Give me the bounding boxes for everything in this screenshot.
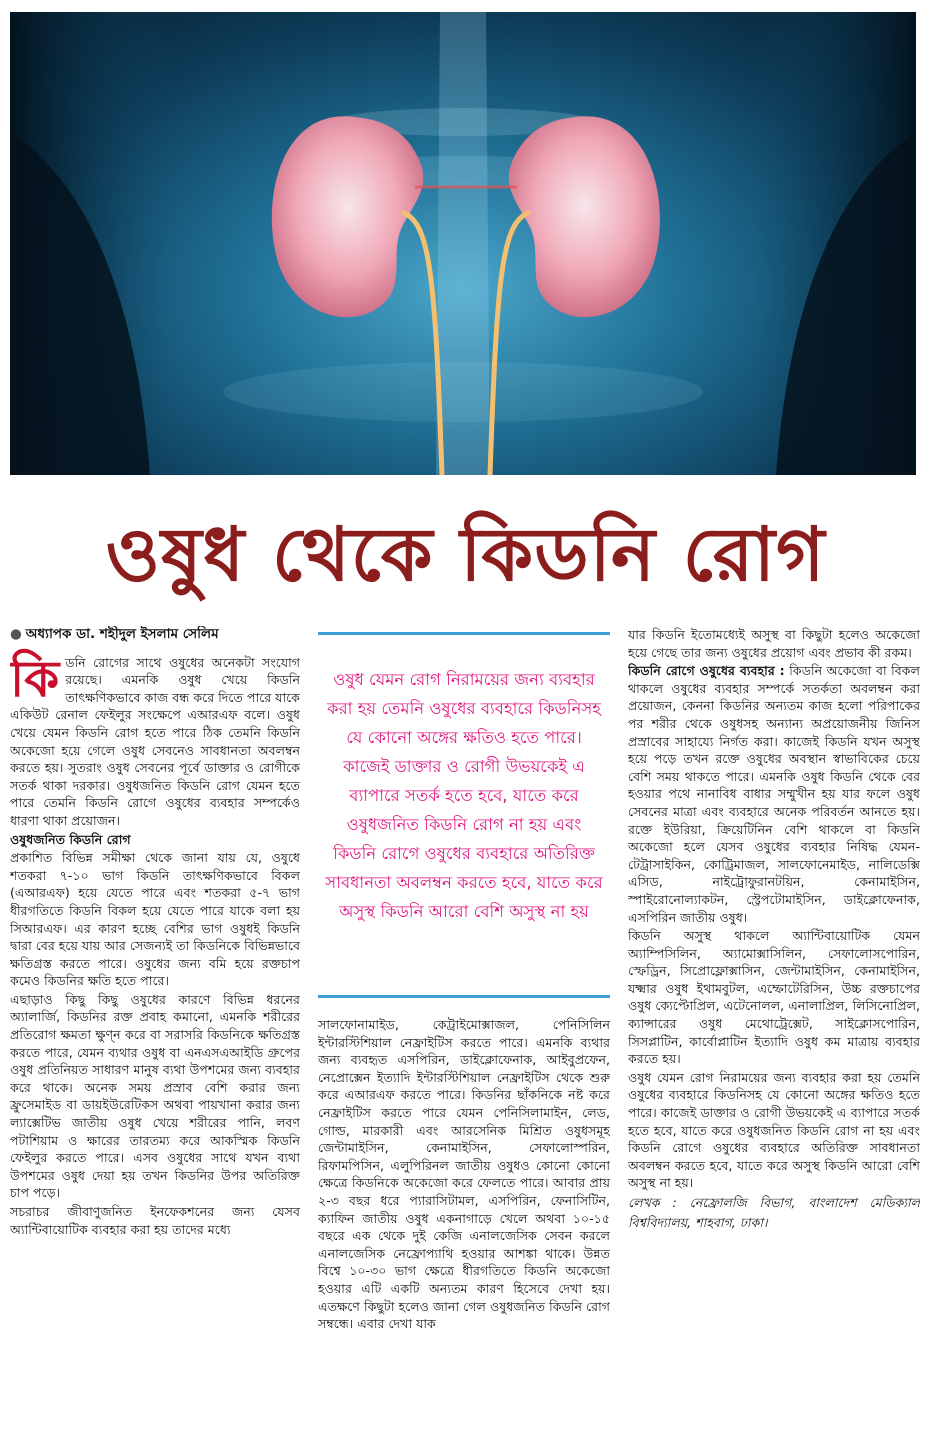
headline: ওষুধ থেকে কিডনি রোগ (105, 512, 826, 598)
paragraph: যার কিডনি ইতোমধ্যেই অসুস্থ বা কিছুটা হলেও অকেজো হয়ে গেছে তার জন্য ওষুধের প্রয়োগ এবং প্রভাব কী রকম। (628, 627, 920, 660)
paragraph: কিডনি অসুস্থ থাকলে অ্যান্টিবায়োটিক যেমন অ্যাম্পিসিলিন, অ্যামোক্সাসিলিন, সেফালোসপোরিন, স্ফেড্রিন, সিপ্রোফ্লোক্সাসিন, জেন্টামাইসিন, কেনামাইসিন, যক্ষ্মার ওষুধ ইথামবুটল, এম্ফোটেরিসিন, উচ্চ রক্তচাপের ওষুধ ক্যেপ্টোপ্রিল, এটেনোলল, এনালাপ্রিল, লিসিনোপ্রিল, ক্যান্সারের ওষুধ মেথোট্রেক্সেট, সাইক্লোসপোরিন, সিসপ্লাটিন, কার্বোপ্লাটিন ইত্যাদি ওষুধ কম মাত্রায় ব্যবহার করতে হয়। (628, 928, 920, 1067)
drop-cap: কি (10, 649, 60, 708)
bullet-icon: ● (10, 626, 22, 642)
pull-quote-text: ওষুধ যেমন রোগ নিরাময়ের জন্য ব্যবহার করা হয় তেমনি ওষুধের ব্যবহারে কিডনিসহ যে কোনো অঙ্গের ক্ষতিও হতে পারে। কাজেই ডাক্তার ও রোগী উভয়কেই এ ব্যাপারে সতর্ক হতে হবে, যাতে করে ওষুধজনিত কিডনি রোগ না হয় এবং কিডনি রোগে ওষুধের ব্যবহারে অতিরিক্ত সাবধানতা অবলম্বন করতে হবে, যাতে করে অসুস্থ কিডনি আরো বেশি অসুস্থ না হয় (325, 670, 603, 921)
author-note: লেখক : নেফ্রোলজি বিভাগ, বাংলাদেশ মেডিক্যাল বিশ্ববিদ্যালয়, শাহবাগ, ঢাকা। (628, 1195, 920, 1230)
paragraph: কিডনি রোগে ওষুধের ব্যবহার : কিডনি অকেজো বা বিকল থাকলে ওষুধের ব্যবহার সম্পর্কে সতর্কতা অবলম্বন করা প্রয়োজন, কেননা কিডনির অন্যতম কাজ হলো পরিপাকের পর শরীর থেকে ওষুধসহ অন্যান্য অপ্রয়োজনীয় জিনিস প্রস্রাবের সাহায্যে নির্গত করা। কাজেই কিডনি যখন অসুস্থ হয়ে পড়ে তখন রক্তে ওষুধের অবস্থান স্বাভাবিকের চেয়ে বেশি সময় থাকতে পারে। এমনকি ওষুধ কিডনি থেকে বের হওয়ার পথে নানাবিধ বাধার সম্মুখীন হয় যার ফলে ওষুধ সেবনের মাত্রা এবং ব্যবহারে অনেক পরিবর্তন আনতে হয়। রক্তে ইউরিয়া, ক্রিয়েটিনিন বেশি থাকলে বা কিডনি অকেজো হলে যেসব ওষুধের ব্যবহার নিষিদ্ধ যেমন- টেট্রাসাইকিন, কোট্রিমাজল, সালফোনেমাইড, নালিডেক্সি এসিড, নাইট্রোফুরানটয়িন, কেনামাইসিন, স্পাইরোনোল্যাকটন, স্ট্রেপটোমাইসিন, ডাইক্লোফেনাক, এসপিরিন জাতীয় ওষুধ। (628, 663, 920, 925)
hero-image (10, 12, 916, 475)
subhead: কিডনি রোগে ওষুধের ব্যবহার : (628, 663, 785, 679)
paragraph: প্রকাশিত বিভিন্ন সমীক্ষা থেকে জানা যায় যে, ওষুধে শতকরা ৭-১০ ভাগ কিডনি তাৎক্ষণিকভাবে বিকল (এআরএফ) হয়ে যেতে পারে এবং শতকরা ৫-৭ ভাগ ধীরগতিতে কিডনি বিকল হয়ে যেতে পারে যাকে বলা হয় সিআরএফ। এর কারণ হচ্ছে বেশির ভাগ ওষুধই কিডনি দ্বারা বের হয়ে যায় আর সেজন্যই তা কিডনিকে বিভিন্নভাবে ক্ষতিগ্রস্ত করতে পারে। ওষুধের জন্য বমি হয়ে রক্তচাপ কমেও কিডনির ক্ষতি হতে পারে। (10, 850, 300, 989)
column-middle (318, 1016, 610, 1416)
column-right (628, 626, 920, 1416)
byline-text: অধ্যাপক ডা. শহীদুল ইসলাম সেলিম (25, 626, 219, 642)
kidney-illustration-icon (10, 12, 916, 475)
byline (10, 626, 300, 644)
paragraph: সচরাচর জীবাণুজনিত ইনফেকশনের জন্য যেসব অ্যান্টিবায়োটিক ব্যবহার করা হয় তাদের মধ্যে (10, 1204, 300, 1237)
paragraph: ওষুধ যেমন রোগ নিরাময়ের জন্য ব্যবহার করা হয় তেমনি ওষুধের ব্যবহারে কিডনিসহ যে কোনো অঙ্গের ক্ষতিও হতে পারে। কাজেই ডাক্তার ও রোগী উভয়কেই এ ব্যাপারে সতর্ক হতে হবে, যাতে করে ওষুধজনিত কিডনি রোগ না হয় এবং কিডনি রোগে ওষুধের ব্যবহারে অতিরিক্ত সাবধানতা অবলম্বন করতে হবে, যাতে করে অসুস্থ কিডনি আরো বেশি অসুস্থ না হয়। (628, 1069, 920, 1191)
pull-quote (318, 632, 610, 998)
paragraph: সালফোনামাইড, কেট্রাইমোক্সাজল, পেনিসিলিন ইন্টারস্টিশিয়াল নেফ্রাইটিস করতে পারে। এমনকি ব্যথার জন্য ব্যবহৃত এসপিরিন, ডাইক্লোফেনাক, আইবুপ্রফেন, নেপ্রোক্সেন ইত্যাদি ইন্টারস্টিশিয়াল নেফ্রাইটিস থেকে শুরু করে এআরএফ করতে পারে। কিডনির ছাঁকনিকে নষ্ট করে নেফ্রাইটিস করতে পারে যেমন পেনিসিলামাইন, লেড, গোল্ড, মারকারী এবং আরসেনিক মিশ্রিত ওষুধসমূহ জেন্টামাইসিন, কেনামাইসিন, সেফালোস্পরিন, রিফামপিসিন, এলুপিরিনল জাতীয় ওষুধও কোনো কোনো ক্ষেত্রে কিডনিকে অকেজো করে ফেলতে পারে। আবার প্রায় ২-৩ বছর ধরে প্যারাসিটামল, এসপিরিন, ফেনাসিটিন, ক্যাফিন জাতীয় ওষুধ একনাগাড়ে খেলে অথবা ১০-১৫ বছরে এক থেকে দুই কেজি এনালজেসিক সেবন করলে এনালজেসিক নেফ্রোপ্যাথি হওয়ার আশঙ্কা থাকে। উন্নত বিশ্বে ১০-৩০ ভাগ ক্ষেত্রে ধীরগতিতে কিডনি অকেজো হওয়ার এটি একটি অন্যতম কারণ হিসেবে দেখা হয়। এতক্ষণে কিছুটা হলেও জানা গেল ওষুধজনিত কিডনি রোগ সম্বন্ধে। এবার দেখা যাক (318, 1017, 610, 1332)
subhead: ওষুধজনিত কিডনি রোগ (10, 831, 131, 847)
paragraph: এছাড়াও কিছু কিছু ওষুধের কারণে বিভিন্ন ধরনের অ্যালার্জি, কিডনির রক্ত প্রবাহ কমানো, এমনকি শরীরের প্রতিরোগ ক্ষমতা ক্ষুণ্ন করে বা সরাসরি কিডনিকে ক্ষতিগ্রস্ত করতে পারে, যেমন ব্যথার ওষুধ বা এনএসএআইডি গ্রুপের ওষুধ প্রতিনিয়ত সাধারণ মানুষ ব্যথা উপশমের জন্য ব্যবহার করে থাকে। অনেক সময় প্রস্রাব বেশি করার জন্য ফ্রুসেমাইড বা ডায়ইউরেটিকস অথবা পায়খানা করার জন্য ল্যাক্সেটিভ জাতীয় ওষুধ খেয়ে শরীরের পানি, লবণ পটাশিয়াম ও ক্ষারের তারতম্য করে আকস্মিক কিডনি ফেইলুর করতে পারে। এসব ওষুধের সাথে যখন ব্যথা উপশমের ওষুধ দেয়া হয় তখন কিডনির উপর অতিরিক্ত চাপ পড়ে। (10, 991, 300, 1201)
paragraph: কিডনি রোগের সাথে ওষুধের অনেকটা সংযোগ রয়েছে। এমনকি ওষুধ খেয়ে কিডনি তাৎক্ষণিকভাবে কাজ বন্ধ করে দিতে পারে যাকে একিউট রেনাল ফেইলুর সংক্ষেপে এআরএফ বলে। ওষুধ খেয়ে যেমন কিডনি রোগ হতে পারে ঠিক তেমনি কিডনি অকেজো হয়ে গেলে ওষুধ সেবনেও সাবধানতা অবলম্বন করতে হয়। সুতরাং ওষুধ সেবনের পূর্বে ডাক্তার ও রোগীকে সতর্ক থাকা দরকার। ওষুধজনিত কিডনি রোগ যেমন হতে পারে তেমনি কিডনি রোগে ওষুধের ব্যবহার সম্পর্কেও ধারণা থাকা প্রয়োজন। (10, 649, 300, 828)
column-left (10, 626, 300, 1416)
